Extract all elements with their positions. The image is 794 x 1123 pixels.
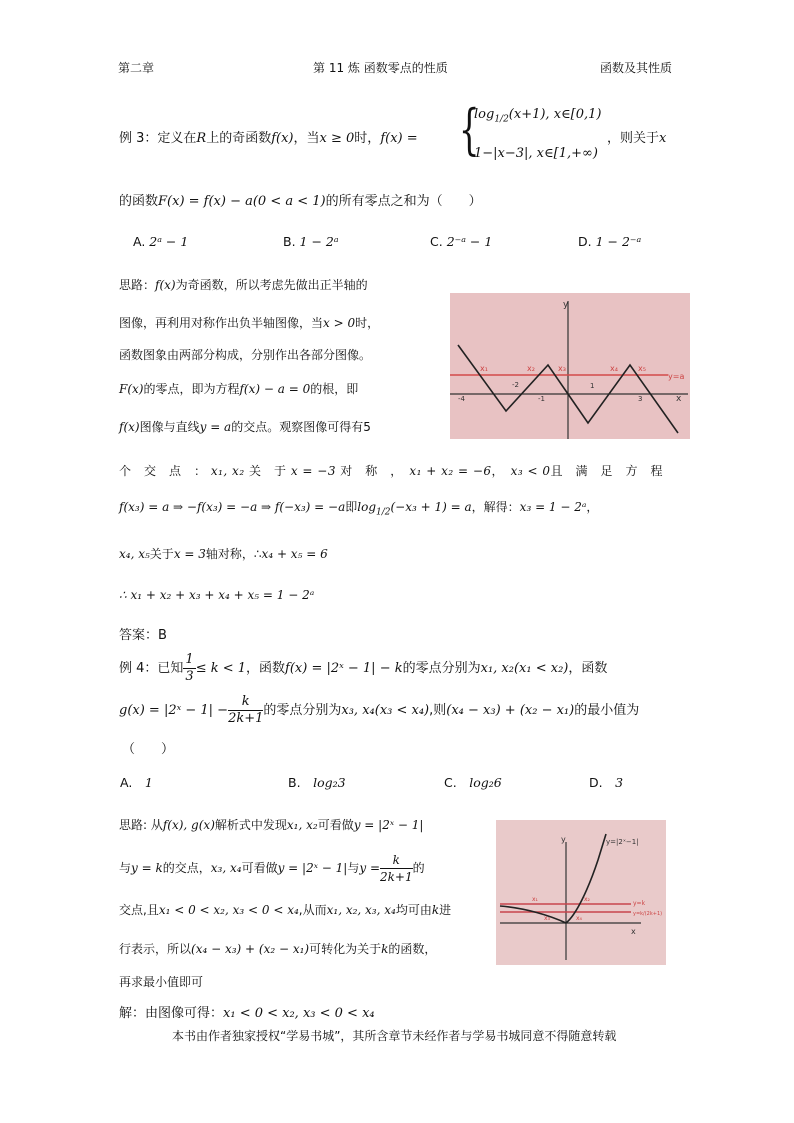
ex3-case1-rest: (x+1), x∈[0,1) <box>508 107 602 122</box>
idea3-math: x₄ + x₅ = 6 <box>261 547 328 561</box>
idea3-math: x₄, x₅ <box>119 547 150 561</box>
idea4-line4 <box>119 940 436 957</box>
ex4-text: 的零点分别为 <box>402 661 481 676</box>
ex3-text: 的所有零点之和为（ ） <box>325 194 482 209</box>
idea4-text: 进 <box>439 903 452 917</box>
idea4-text: 思路: 从 <box>119 818 163 832</box>
ex4-text: 的零点分别为 <box>263 703 342 718</box>
frac-denominator: 2k+1 <box>228 711 264 726</box>
ex4-line1 <box>119 652 607 685</box>
idea3-text: 关于 <box>149 547 174 561</box>
idea4-text: 行表示，所以 <box>119 942 192 956</box>
footer-copyright: 本书由作者独家授权“学易书城”，其所含章节未经作者与学易书城同意不得随意转载 <box>172 1029 617 1043</box>
option-label: A. <box>120 775 133 790</box>
idea3-text: 即 <box>345 500 358 514</box>
idea3-text: 的交点。观察图像可得有5 <box>231 420 371 434</box>
ex4-math: x₁, x₂(x₁ < x₂) <box>480 661 569 676</box>
option-label: D. <box>578 234 592 249</box>
graph2-svg <box>496 820 666 965</box>
graph1-tick-3: 3 <box>638 395 643 403</box>
idea3-math: f(x) − a = 0 <box>239 382 311 396</box>
ex3-lead: 例 3：定义在 <box>119 131 197 146</box>
idea4-text: 交点,且 <box>119 903 159 917</box>
ex3-text: ，则关于 <box>607 131 660 146</box>
idea4-math: y = |2ˣ − 1| <box>277 861 348 875</box>
ex4-text: ，函数 <box>246 661 286 676</box>
header-topic: 函数及其性质 <box>600 61 673 75</box>
idea3-math: x₁ + x₂ = −6 <box>409 464 492 478</box>
idea3-text: 关 于 <box>248 464 287 478</box>
graph1-tick-neg2: -2 <box>512 381 519 389</box>
graph1-label-ya: y=a <box>668 372 685 381</box>
ex3-Fdef: F(x) = f(x) − a(0 < a < 1) <box>158 194 326 209</box>
idea3-text: 的零点，即为方程 <box>143 382 240 396</box>
ex4-text: ，函数 <box>568 661 608 676</box>
idea3-math: x₃ < 0 <box>510 464 551 478</box>
ex4-frac-k <box>228 694 263 727</box>
idea3-text: ，解得： <box>471 500 520 514</box>
idea4-text: 均可由 <box>395 903 432 917</box>
idea3-text: 的根，即 <box>310 382 359 396</box>
idea3-math: x₁, x₂ <box>210 464 245 478</box>
idea4-text: 的交点， <box>162 861 211 875</box>
option-value: log₂6 <box>469 775 502 790</box>
ex3-cond: x ≥ 0 <box>319 131 355 146</box>
graph1-label-y: y <box>563 300 569 310</box>
graph2-label-x: x <box>631 927 636 936</box>
frac-denominator: 2k+1 <box>380 870 413 884</box>
idea3-math: log <box>357 500 377 514</box>
idea4-math: x₁, x₂ <box>286 818 318 832</box>
idea3-line9: ∴ x₁ + x₂ + x₃ + x₄ + x₅ = 1 − 2ᵃ <box>119 588 315 602</box>
ex4-math: ≤ k < 1 <box>195 661 247 676</box>
idea3-text: 为奇函数，所以考虑先做出正半轴的 <box>175 278 368 292</box>
idea3-text: 轴对称，∴ <box>205 547 262 561</box>
idea4-math: y = <box>359 861 381 875</box>
idea4-line5: 再求最小值即可 <box>119 975 204 989</box>
idea4-math: y = k <box>131 861 163 875</box>
graph1-svg <box>450 293 690 439</box>
graph2-photo <box>496 820 666 965</box>
idea4-math: (x₄ − x₃) + (x₂ − x₁) <box>191 942 310 956</box>
graph1-tick-neg1: -1 <box>538 395 545 403</box>
idea4-math: x₁ < 0 < x₂, x₃ < 0 < x₄ <box>158 903 299 917</box>
graph1-label-x5: x₅ <box>638 364 646 373</box>
idea4-text: 的 <box>412 861 425 875</box>
graph2-label-x1: x₁ <box>532 896 538 903</box>
ex4-frac-third <box>183 652 195 685</box>
idea4-line3 <box>119 901 451 918</box>
idea3-math: x = −3 <box>290 464 336 478</box>
ex3-r: R <box>196 131 207 146</box>
option-label: D. <box>589 775 603 790</box>
idea3-text: ， <box>586 500 599 514</box>
idea3-line6 <box>119 462 663 479</box>
idea3-line8 <box>119 545 328 562</box>
idea3-line2 <box>119 314 379 331</box>
frac-numerator: 1 <box>185 652 194 667</box>
graph1-label-x3: x₃ <box>558 364 566 373</box>
graph1-tick-1: 1 <box>590 382 595 390</box>
graph2-label-yk2: y=k/(2k+1) <box>633 911 663 917</box>
idea4-math: k <box>381 942 389 956</box>
ex4-option-b <box>288 773 346 791</box>
option-value: 3 <box>615 775 624 790</box>
ex4-line3: （ ） <box>122 742 175 757</box>
ex4-math: x₃, x₄(x₃ < x₄) <box>341 703 430 718</box>
option-label: C. <box>430 234 443 249</box>
idea4-text: 可看做 <box>241 861 278 875</box>
ex3-text: ，当 <box>293 131 320 146</box>
idea4-math: x₁, x₂, x₃, x₄ <box>326 903 396 917</box>
header-lesson: 第 11 炼 函数零点的性质 <box>313 61 448 75</box>
idea3-math: f(x) <box>119 420 140 434</box>
idea3-line4 <box>119 380 358 397</box>
ex3-option-c <box>430 234 492 249</box>
graph1-label-x4: x₄ <box>610 364 618 373</box>
ex4-text: ,则 <box>429 703 447 718</box>
idea3-math: x > 0 <box>323 316 356 330</box>
idea3-line5 <box>119 418 371 435</box>
ex4-option-d <box>589 773 623 791</box>
graph2-label-x4: x₄ <box>576 915 582 922</box>
ex4-text: 例 4：已知 <box>119 661 184 676</box>
ex4-line2 <box>119 694 639 727</box>
idea3-line3: 函数图象由两部分构成，分别作出各部分图像。 <box>119 348 372 362</box>
option-value: 1 − 2ᵃ <box>299 234 339 249</box>
idea3-math: x₃ = 1 − 2ᵃ <box>519 500 587 514</box>
idea3-line7 <box>119 498 598 517</box>
idea3-text: 对 称 ， <box>340 464 397 478</box>
graph2-label-yk: y=k <box>633 900 646 907</box>
option-value: 1 − 2⁻ᵃ <box>595 234 642 249</box>
ex3-case1 <box>474 107 601 125</box>
ex4-math: (x₄ − x₃) + (x₂ − x₁) <box>446 703 575 718</box>
ex4-option-c <box>444 773 502 791</box>
graph1-label-x2: x₂ <box>527 364 535 373</box>
ex4-option-a <box>120 773 153 791</box>
idea3-log-base: 1/2 <box>376 507 391 518</box>
idea4-math: f(x), g(x) <box>162 818 215 832</box>
idea4-math: k <box>431 903 440 917</box>
option-value: log₂3 <box>313 775 346 790</box>
idea3-text: 时， <box>355 316 380 330</box>
idea4-frac <box>380 852 413 885</box>
graph1-label-x1: x₁ <box>480 364 488 373</box>
ex3-fx2: f(x) = <box>380 131 418 146</box>
ex3-text: 的函数 <box>119 194 159 209</box>
idea3-math: f(x₃) = a ⇒ −f(x₃) = −a ⇒ f(−x₃) = −a <box>119 500 346 514</box>
graph1-tick-neg4: -4 <box>458 395 465 403</box>
ex3-case2: 1−|x−3|, x∈[1,+∞) <box>474 146 598 161</box>
graph2-label-y: y <box>561 835 566 844</box>
ex3-option-d <box>578 234 641 249</box>
idea3-text: 个 交 点 ： <box>119 464 207 478</box>
ex3-case1-base: 1/2 <box>494 114 509 125</box>
idea4-text: 与 <box>119 861 132 875</box>
idea4-line1 <box>119 816 423 833</box>
ex4-math: f(x) = |2ˣ − 1| − k <box>285 661 403 676</box>
idea3-math: y = a <box>199 420 232 434</box>
idea3-text: 且 满 足 方 程 <box>550 464 663 478</box>
solution-line <box>119 1002 375 1021</box>
ex3-question-line2 <box>119 190 482 209</box>
option-value: 2ᵃ − 1 <box>149 234 189 249</box>
idea4-text: 解析式中发现 <box>214 818 287 832</box>
graph1-label-x: x <box>676 394 682 404</box>
idea4-text: 可转化为关于 <box>309 942 382 956</box>
ex3-answer: 答案：B <box>119 628 167 643</box>
ex3-question-line1 <box>119 127 418 146</box>
solution-text: 解：由图像可得： <box>119 1006 224 1021</box>
idea3-text: ， <box>491 464 499 478</box>
idea3-math: x = 3 <box>173 547 206 561</box>
graph2-label-x2: x₂ <box>584 896 590 903</box>
idea4-text: ,从而 <box>298 903 327 917</box>
ex3-text: 上的奇函数 <box>206 131 272 146</box>
idea3-math: (−x₃ + 1) = a <box>390 500 472 514</box>
idea3-text: 图像与直线 <box>139 420 200 434</box>
idea4-line2 <box>119 852 425 885</box>
ex3-text: 时， <box>354 131 381 146</box>
ex3-brace: { <box>458 98 480 161</box>
frac-numerator: k <box>228 694 263 711</box>
idea3-math: f(x) <box>155 278 176 292</box>
ex3-fx: f(x) <box>271 131 294 146</box>
graph1-photo <box>450 293 690 439</box>
ex3-option-b <box>283 234 339 249</box>
ex3-x: x <box>659 131 667 146</box>
idea4-math: x₃, x₄ <box>210 861 242 875</box>
ex4-text: 的最小值为 <box>574 703 640 718</box>
ex3-tail <box>607 127 666 146</box>
idea3-line1 <box>119 276 368 293</box>
idea4-text: 与 <box>347 861 360 875</box>
idea4-text: 可看做 <box>317 818 354 832</box>
option-label: A. <box>133 234 146 249</box>
graph2-label-x3: x₃ <box>544 915 550 922</box>
ex3-case1-log: log <box>474 107 495 122</box>
frac-numerator: k <box>380 852 413 869</box>
ex4-math: g(x) = |2ˣ − 1| − <box>119 703 229 718</box>
option-label: B. <box>288 775 301 790</box>
idea4-text: 的函数， <box>388 942 437 956</box>
idea3-text: 图像，再利用对称作出负半轴图像，当 <box>119 316 324 330</box>
idea3-text: 思路： <box>119 278 156 292</box>
option-label: C. <box>444 775 457 790</box>
ex3-option-a <box>133 234 188 249</box>
frac-denominator: 3 <box>185 669 194 684</box>
solution-math: x₁ < 0 < x₂, x₃ < 0 < x₄ <box>223 1006 375 1021</box>
header-chapter: 第二章 <box>118 61 155 75</box>
option-label: B. <box>283 234 296 249</box>
idea4-math: y = |2ˣ − 1| <box>353 818 424 832</box>
option-value: 1 <box>144 775 153 790</box>
option-value: 2⁻ᵃ − 1 <box>446 234 493 249</box>
graph2-label-curve: y=|2ˣ−1| <box>606 838 639 846</box>
idea3-math: F(x) <box>119 382 144 396</box>
